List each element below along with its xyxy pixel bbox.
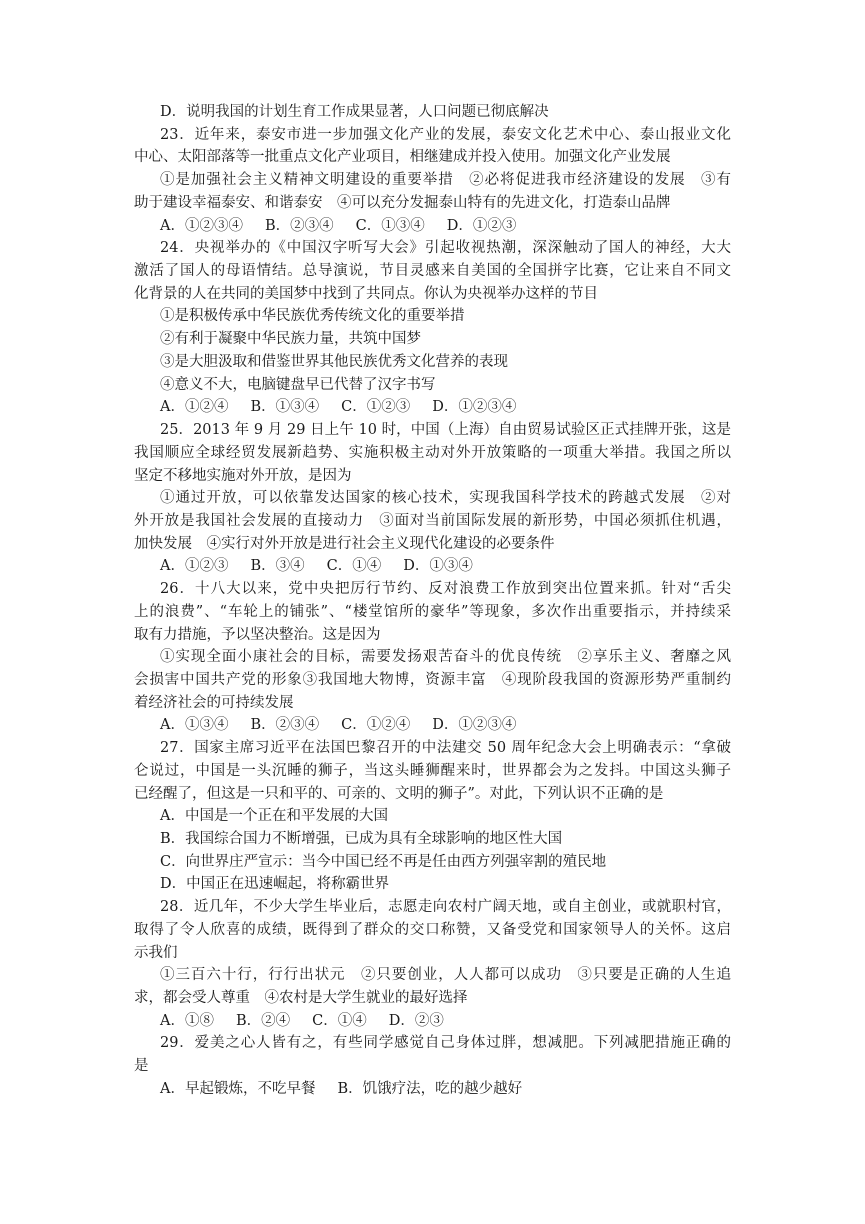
text-line: 26．十八大以来，党中央把厉行节约、反对浪费工作放到突出位置来抓。针对“舌尖 bbox=[160, 581, 731, 598]
answer-options-line bbox=[134, 396, 731, 419]
text-line: ①通过开放，可以依靠发达国家的核心技术，实现我国科学技术的跨越式发展 ②对 bbox=[160, 490, 731, 507]
text-line: ③是大胆汲取和借鉴世界其他民族优秀文化营养的表现 bbox=[160, 353, 508, 370]
answer-option: B．饥饿疗法，吃的越少越好 bbox=[337, 1080, 523, 1097]
answer-option: B．②③④ bbox=[264, 217, 334, 234]
answer-option: A．①③④ bbox=[160, 717, 229, 734]
text-line: 已经醒了，但这是一只和平的、可亲的、文明的狮子”。对此，下列认识不正确的是 bbox=[134, 785, 664, 802]
text-line: 化背景的人在共同的美国梦中找到了共同点。你认为央视举办这样的节目 bbox=[134, 285, 598, 302]
text-line: 25．2013 年 9 月 29 日上午 10 时，中国（上海）自由贸易试验区正式挂牌开张，这是 bbox=[160, 422, 731, 439]
answer-options-line bbox=[134, 215, 731, 238]
answer-option: D．①②③ bbox=[446, 217, 517, 234]
answer-option: B．②④ bbox=[235, 1012, 291, 1029]
text-line: 求，都会受人尊重 ④农村是大学生就业的最好选择 bbox=[134, 990, 468, 1007]
text-line: 28．近几年，不少大学生毕业后，志愿走向农村广阔天地，或自主创业，或就职村官， bbox=[160, 899, 731, 916]
text-line: 加快发展 ④实行对外开放是进行社会主义现代化建设的必要条件 bbox=[134, 535, 555, 552]
answer-option: D．①②③④ bbox=[432, 399, 517, 416]
text-line: 我国顺应全球经贸发展新趋势、实施积极主动对外开放策略的一项重大举措。我国之所以 bbox=[134, 444, 731, 461]
text-line: 示我们 bbox=[134, 944, 178, 961]
answer-options-line bbox=[134, 555, 731, 578]
answer-option: A．早起锻炼，不吃早餐 bbox=[160, 1080, 316, 1097]
text-line: 是 bbox=[134, 1058, 149, 1075]
answer-option: C．①④ bbox=[312, 1012, 367, 1029]
text-line: ①实现全面小康社会的目标，需要发扬艰苦奋斗的优良传统 ②享乐主义、奢靡之风 bbox=[160, 649, 731, 666]
answer-option: A．①②④ bbox=[160, 399, 229, 416]
text-line: 坚定不移地实施对外开放，是因为 bbox=[134, 467, 352, 484]
text-line: A．中国是一个正在和平发展的大国 bbox=[160, 808, 388, 825]
answer-option: D．①②③④ bbox=[432, 717, 517, 734]
answer-option: A．①②③ bbox=[160, 558, 229, 575]
answer-option: D．②③ bbox=[388, 1012, 444, 1029]
text-line: C．向世界庄严宣示：当今中国已经不再是任由西方列强宰割的殖民地 bbox=[160, 853, 607, 870]
text-line: ①是加强社会主义精神文明建设的重要举措 ②必将促进我市经济建设的发展 ③有 bbox=[160, 172, 731, 189]
answer-option: B．①③④ bbox=[250, 399, 320, 416]
text-line: D．中国正在迅速崛起，将称霸世界 bbox=[160, 876, 390, 893]
text-line: 上的浪费”、“车轮上的铺张”、“楼堂馆所的豪华”等现象，多次作出重要指示，并持续采 bbox=[134, 603, 731, 620]
text-line: 中心、太阳部落等一批重点文化产业项目，相继建成并投入使用。加强文化产业发展 bbox=[134, 149, 671, 166]
text-line: D．说明我国的计划生育工作成果显著，人口问题已彻底解决 bbox=[160, 104, 549, 120]
text-line: ①是积极传承中华民族优秀传统文化的重要举措 bbox=[160, 308, 465, 325]
text-line: ①三百六十行，行行出状元 ②只要创业，人人都可以成功 ③只要是正确的人生追 bbox=[160, 967, 731, 984]
text-line: 外开放是我国社会发展的直接动力 ③面对当前国际发展的新形势，中国必须抓住机遇， bbox=[134, 512, 731, 529]
text-line: 27．国家主席习近平在法国巴黎召开的中法建交 50 周年纪念大会上明确表示：“拿破 bbox=[160, 740, 731, 757]
text-line: 29．爱美之心人皆有之，有些同学感觉自己身体过胖，想减肥。下列减肥措施正确的 bbox=[160, 1035, 731, 1052]
text-line: 激活了国人的母语情结。总导演说，节目灵感来自美国的全国拼字比赛，它让来自不同文 bbox=[134, 263, 731, 280]
text-line: 助于建设幸福泰安、和谐泰安 ④可以充分发掘泰山特有的先进文化，打造泰山品牌 bbox=[134, 194, 671, 211]
answer-option: D．①③④ bbox=[403, 558, 473, 575]
answer-option: C．①③④ bbox=[355, 217, 425, 234]
text-line: ②有利于凝聚中华民族力量，共筑中国梦 bbox=[160, 331, 421, 348]
text-line: 着经济社会的可持续发展 bbox=[134, 694, 294, 711]
text-line: 取有力措施，予以坚决整治。这是因为 bbox=[134, 626, 381, 643]
text-line: 24．央视举办的《中国汉字听写大会》引起收视热潮，深深触动了国人的神经，大大 bbox=[160, 240, 731, 257]
answer-option: C．①④ bbox=[326, 558, 382, 575]
answer-option: A．①⑧ bbox=[160, 1012, 214, 1029]
text-line: 仑说过，中国是一头沉睡的狮子，当这头睡狮醒来时，世界都会为之发抖。中国这头狮子 bbox=[134, 762, 731, 779]
answer-options-line bbox=[134, 1010, 731, 1033]
answer-option: B．③④ bbox=[250, 558, 305, 575]
answer-option: B．②③④ bbox=[250, 717, 320, 734]
answer-option: C．①②③ bbox=[341, 399, 411, 416]
text-line: 取得了令人欣喜的成绩，既得到了群众的交口称赞，又备受党和国家领导人的关怀。这启 bbox=[134, 921, 731, 938]
text-line: ④意义不大，电脑键盘早已代替了汉字书写 bbox=[160, 376, 436, 393]
question-text-column bbox=[134, 101, 731, 1101]
answer-option: A．①②③④ bbox=[160, 217, 243, 234]
text-line: 23．近年来，泰安市进一步加强文化产业的发展，泰安文化艺术中心、泰山报业文化 bbox=[160, 126, 731, 143]
answer-option: C．①②④ bbox=[341, 717, 411, 734]
answer-options-line bbox=[134, 1078, 731, 1101]
text-line: 会损害中国共产党的形象③我国地大物博，资源丰富 ④现阶段我国的资源形势严重制约 bbox=[134, 671, 731, 688]
answer-options-line bbox=[134, 714, 731, 737]
text-line: B．我国综合国力不断增强，已成为具有全球影响的地区性大国 bbox=[160, 831, 563, 847]
